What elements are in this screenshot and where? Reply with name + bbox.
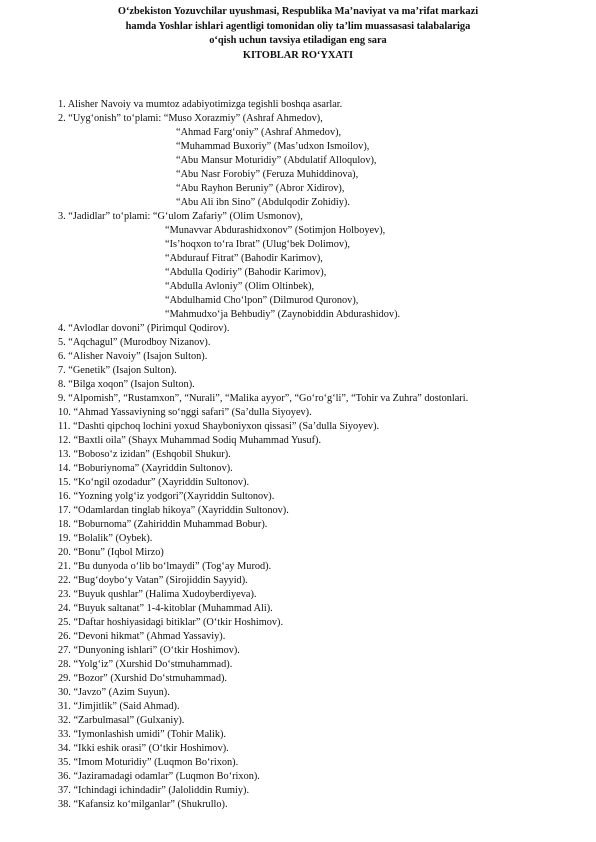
sub-list-item: “Muhammad Buxoriy” (Mas’udxon Ismoilov), — [176, 141, 370, 152]
list-item: 19. “Bolalik” (Oybek). — [58, 533, 153, 544]
sub-list-item: “Abu Mansur Moturidiy” (Abdulatif Alloqulov), — [176, 155, 377, 166]
list-item: 36. “Jaziramadagi odamlar” (Luqmon Bo‘rixon). — [58, 771, 260, 782]
list-item: 32. “Zarbulmasal” (Gulxaniy). — [58, 715, 185, 726]
list-item: 22. “Bug‘doybo‘y Vatan” (Sirojiddin Sayyid). — [58, 575, 248, 586]
list-item: 28. “Yolg‘iz” (Xurshid Do‘stmuhammad). — [58, 659, 233, 670]
list-item: 12. “Baxtli oila” (Shayx Muhammad Sodiq Muhammad Yusuf). — [58, 435, 322, 446]
sub-list-item: “Ahmad Farg‘oniy” (Ashraf Ahmedov), — [176, 127, 342, 138]
list-item: 7. “Genetik” (Isajon Sulton). — [58, 365, 177, 376]
sub-list-item: “Munavvar Abdurashidxonov” (Sotimjon Holboyev), — [165, 225, 386, 236]
list-item: 1. Alisher Navoiy va mumtoz adabiyotimizga tegishli boshqa asarlar. — [58, 99, 343, 110]
list-item: 15. “Ko‘ngil ozodadur” (Xayriddin Sultonov). — [58, 477, 250, 488]
list-item: 11. “Dashti qipchoq lochini yoxud Shayboniyxon qissasi” (Sa’dulla Siyoyev). — [58, 421, 380, 432]
list-item: 25. “Daftar hoshiyasidagi bitiklar” (O‘tkir Hoshimov). — [58, 617, 284, 628]
list-item: 31. “Jimjitlik” (Said Ahmad). — [58, 701, 180, 712]
list-item: 23. “Buyuk qushlar” (Halima Xudoyberdiyeva). — [58, 589, 257, 600]
list-item: 20. “Bonu” (Iqbol Mirzo) — [58, 547, 164, 558]
list-item: 4. “Avlodlar dovoni” (Pirimqul Qodirov). — [58, 323, 230, 334]
book-list — [58, 98, 588, 812]
sub-list-item: “Is’hoqxon to‘ra Ibrat” (Ulug‘bek Dolimov), — [165, 239, 351, 250]
list-item: 33. “Iymonlashish umidi” (Tohir Malik). — [58, 729, 227, 740]
sub-list-item: “Abu Nasr Forobiy” (Feruza Muhiddinova), — [176, 169, 359, 180]
sub-list-item: “Abu Rayhon Beruniy” (Abror Xidirov), — [176, 183, 345, 194]
list-item: 35. “Imom Moturidiy” (Luqmon Bo‘rixon). — [58, 757, 239, 768]
list-item: 13. “Boboso‘z izidan” (Eshqobil Shukur). — [58, 449, 231, 460]
list-item: 8. “Bilga xoqon” (Isajon Sulton). — [58, 379, 195, 390]
list-item: 14. “Boburiynoma” (Xayriddin Sultonov). — [58, 463, 233, 474]
list-item: 16. “Yozning yolg‘iz yodgori”(Xayriddin Sultonov). — [58, 491, 275, 502]
header-line-3: o‘qish uchun tavsiya etiladigan eng sara — [209, 35, 387, 47]
document-header — [0, 5, 596, 63]
list-item: 26. “Devoni hikmat” (Ahmad Yassaviy). — [58, 631, 226, 642]
header-line-1: O‘zbekiston Yozuvchilar uyushmasi, Respublika Ma’naviyat va ma’rifat markazi — [117, 6, 479, 17]
list-item: 2. “Uyg‘onish” to‘plami: “Muso Xorazmiy” (Ashraf Ahmedov), — [58, 113, 323, 124]
list-item: 24. “Buyuk saltanat” 1-4-kitoblar (Muhammad Ali). — [58, 603, 273, 614]
list-item: 10. “Ahmad Yassaviyning so‘nggi safari” (Sa’dulla Siyoyev). — [58, 407, 312, 418]
header-line-2: hamda Yoshlar ishlari agentligi tomonidan oliy ta’lim muassasasi talabalariga — [125, 20, 471, 32]
list-item: 21. “Bu dunyoda o‘lib bo‘lmaydi” (Tog‘ay Murod). — [58, 561, 272, 572]
list-item: 37. “Ichindagi ichindadir” (Jaloliddin Rumiy). — [58, 785, 250, 796]
list-item: 29. “Bozor” (Xurshid Do‘stmuhammad). — [58, 673, 228, 684]
list-item: 30. “Javzo” (Azim Suyun). — [58, 687, 170, 698]
sub-list-item: “Abdurauf Fitrat” (Bahodir Karimov), — [165, 253, 323, 264]
list-item: 38. “Kafansiz ko‘milganlar” (Shukrullo). — [58, 799, 228, 810]
sub-list-item: “Mahmudxo‘ja Behbudiy” (Zaynobiddin Abdurashidov). — [165, 309, 401, 320]
numbered-list — [58, 322, 588, 812]
sub-list-item: “Abu Ali ibn Sino” (Abdulqodir Zohidiy). — [176, 197, 350, 208]
sub-list-item: “Abdulla Avloniy” (Olim Oltinbek), — [165, 281, 315, 292]
list-item: 9. “Alpomish”, “Rustamxon”, “Nurali”, “Malika ayyor”, “Go‘ro‘g‘li”, “Tohir va Zuhra” dostonlari. — [58, 393, 469, 404]
sub-list-item: “Abdulhamid Cho‘lpon” (Dilmurod Quronov), — [165, 295, 359, 306]
list-item: 17. “Odamlardan tinglab hikoya” (Xayriddin Sultonov). — [58, 505, 289, 516]
sub-list-item: “Abdulla Qodiriy” (Bahodir Karimov), — [165, 267, 327, 278]
list-item: 18. “Boburnoma” (Zahiriddin Muhammad Bobur). — [58, 519, 268, 530]
list-item: 5. “Aqchagul” (Murodboy Nizanov). — [58, 337, 211, 348]
list-item: 6. “Alisher Navoiy” (Isajon Sulton). — [58, 351, 208, 362]
list-item: 27. “Dunyoning ishlari” (O‘tkir Hoshimov). — [58, 645, 240, 656]
list-item: 3. “Jadidlar” to‘plami: “G‘ulom Zafariy” (Olim Usmonov), — [58, 211, 303, 222]
list-item: 34. “Ikki eshik orasi” (O‘tkir Hoshimov). — [58, 743, 229, 754]
document-title: KITOBLAR RO‘YXATI — [242, 49, 354, 61]
